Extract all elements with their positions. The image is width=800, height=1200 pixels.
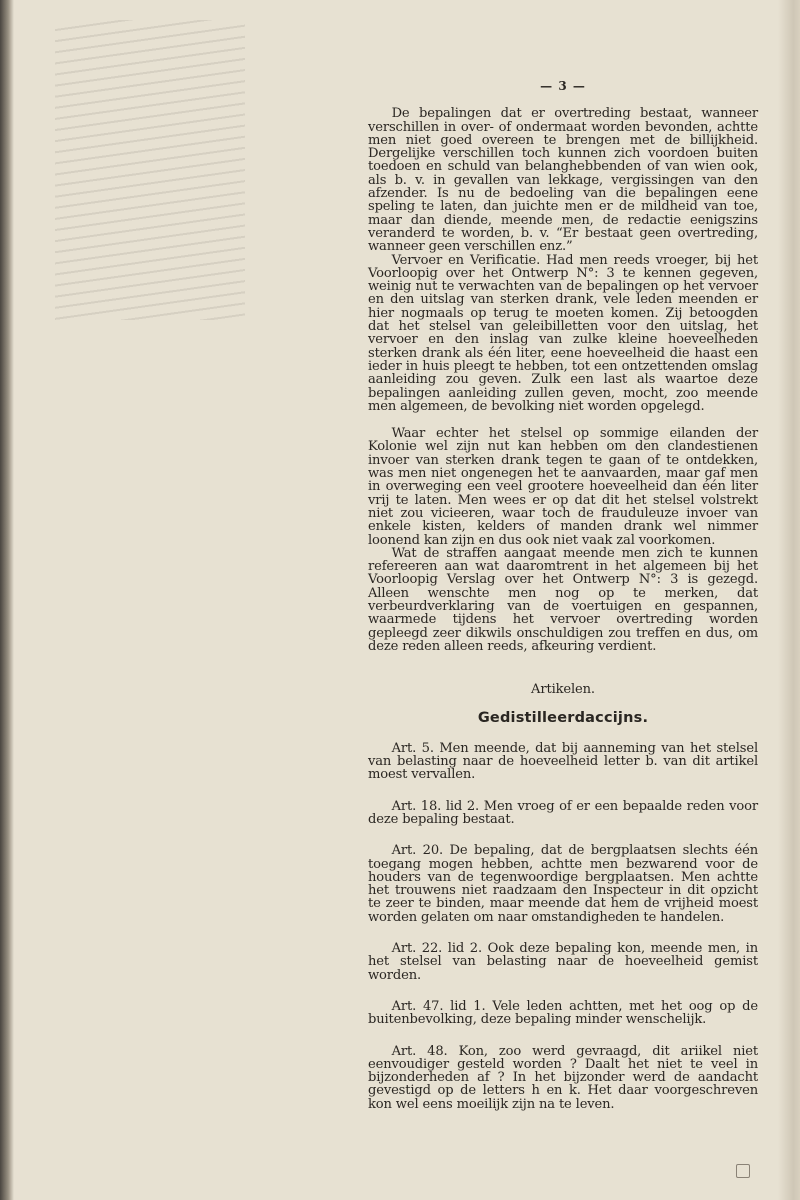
scan-corner-mark bbox=[736, 1164, 750, 1178]
section-label: Artikelen. bbox=[531, 682, 595, 698]
show-through-text bbox=[55, 20, 245, 320]
paragraph-eilanden: Waar echter het stelsel op sommige eilanden der Kolonie wel zijn nut kan hebben om den clandestienen invoer van sterken drank tegen te gaan of te ontdekken, was men niet ongenegen het te aanvaarden, maar gaf men in overweging een veel grootere hoeveelheid dan één liter vrij te laten. Men wees er op dat dit het stelsel volstrekt niet zou vicieeren, waar toch de frauduleuze invoer van enkele kisten, kelders of manden drank wel nimmer loonend kan zijn en dus ook niet vaak zal voorkomen. bbox=[368, 426, 758, 548]
scan-right-edge bbox=[778, 0, 800, 1200]
page-number: — 3 — bbox=[540, 79, 586, 93]
text-column bbox=[368, 80, 758, 1111]
section-heading: Gedistilleerdaccijns. bbox=[477, 710, 649, 727]
article-48: Art. 48. Kon, zoo werd gevraagd, dit ariikel niet eenvoudiger gesteld worden ? Daalt het niet te veel in bijzonderheden af ? In het bijzonder werd de aandacht gevestigd op de letters h en k. Het daar voorgeschreven kon wel eens moeilijk zijn na te leven. bbox=[368, 1043, 758, 1112]
paragraph-vervoer: Vervoer en Verificatie. Had men reeds vroeger, bij het Voorloopig over het Ontwerp N°: 3 te kennen gegeven, weinig nut te verwachten van de bepalingen op het vervoer en den uitslag van sterken drank, vele leden meenden er hier nogmaals op terug te moeten komen. Zij betoogden dat het stelsel van geleibilletten voor den uitslag, het vervoer en den inslag van zulke kleine hoeveelheden sterken drank als één liter, eene hoeveelheid die haast een ieder in huis pleegt te hebben, tot een ontzettenden omslag aanleiding zou geven. Zulk een last als waartoe deze bepalingen aanleiding zullen geven, mocht, zoo meende men algemeen, de bevolking niet worden opgelegd. bbox=[368, 252, 758, 414]
article-47: Art. 47. lid 1. Vele leden achtten, met het oog op de buitenbevolking, deze bepaling minder wenschelijk. bbox=[368, 998, 758, 1028]
paragraph-overtreding: De bepalingen dat er overtreding bestaat, wanneer verschillen in over- of ondermaat worden bevonden, achtte men niet goed overeen te brengen met de billijkheid. Dergelijke verschillen toch kunnen zich voordoen buiten toedoen en schuld van belanghebbenden of van wien ook, als b. v. in gevallen van lekkage, vergissingen van den afzender. Is nu de bedoeling van die bepalingen eene speling te laten, dan juichte men er de mildheid van toe, maar dan diende, meende men, de redactie eenigszins veranderd te worden, b. v. “Er bestaat geen overtreding, wanneer geen verschillen enz.” bbox=[368, 106, 758, 255]
scan-binding-shadow bbox=[0, 0, 14, 1200]
article-5: Art. 5. Men meende, dat bij aanneming van het stelsel van belasting naar de hoeveelheid letter b. van dit artikel moest vervallen. bbox=[368, 740, 758, 783]
paragraph-straffen: Wat de straffen aangaat meende men zich te kunnen refereeren aan wat daaromtrent in het algemeen bij het Voorloopig Verslag over het Ontwerp N°: 3 is gezegd. Alleen wenschte men nog op te merken, dat verbeurdverklaring van de voertuigen en gespannen, waarmede tijdens het vervoer overtreding worden gepleegd zeer dikwils onschuldigen zou treffen en dus, om deze reden alleen reeds, afkeuring verdient. bbox=[368, 545, 758, 654]
article-20: Art. 20. De bepaling, dat de bergplaatsen slechts één toegang mogen hebben, achtte men bezwarend voor de houders van de tegenwoordige bergplaatsen. Men achtte het trouwens niet raadzaam den Inspecteur in dit opzicht te zeer te binden, maar meende dat hem de vrijheid moest worden gelaten om naar omstandigheden te handelen. bbox=[368, 843, 758, 925]
article-22: Art. 22. lid 2. Ook deze bepaling kon, meende men, in het stelsel van belasting naar de hoeveelheid gemist worden. bbox=[368, 941, 758, 983]
article-18: Art. 18. lid 2. Men vroeg of er een bepaalde reden voor deze bepaling bestaat. bbox=[368, 798, 758, 827]
